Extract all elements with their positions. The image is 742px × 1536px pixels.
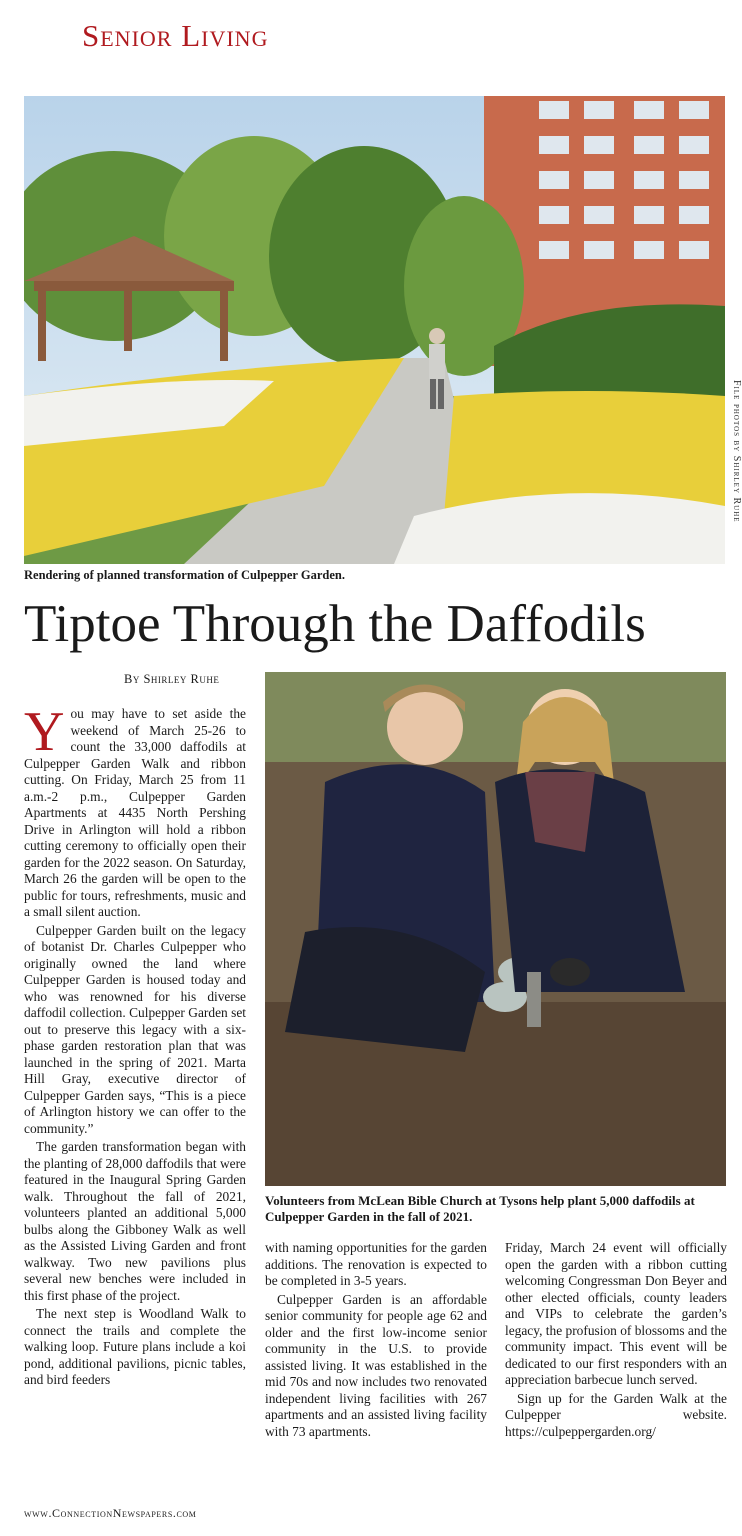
volunteers-photo (265, 672, 726, 1186)
photo-credit: File photos by Shirley Ruhe (731, 380, 742, 523)
article-column-3 (505, 1240, 727, 1442)
article-paragraph: The garden transformation began with the planting of 28,000 daffodils that were featured in the Inaugural Spring Garden walk. Throughout the fall of 2021, volunteers planted an additional 5,000 bulbs along the Gibboney Walk as well as the Assisted Living Garden and front walkway. Two new pavilions plus several new benches were included in this first phase of the project. (24, 1139, 246, 1303)
article-column-1 (24, 701, 246, 1391)
article-paragraph: You may have to set aside the weekend of March 25-26 to count the 33,000 daffodils at Culpepper Garden Walk and ribbon cutting. On Friday, March 25 from 11 a.m.-2 p.m., Culpepper Garden Apartments at 4435 North Pershing Drive in Arlington will hold a ribbon cutting ceremony to officially open their garden for the 2022 season. On Saturday, March 26 the garden will be open to the public for tours, refreshments, music and a small silent auction. (24, 701, 246, 919)
article-paragraph: Friday, March 24 event will officially open the garden with a ribbon cutting welcoming Congressman Don Beyer and other elected officials, county leaders and VIPs to celebrate the garden’s legacy, the profusion of blossoms and the community impact. This event will be dedicated to our first responders with an appreciation barbecue lunch served. (505, 1240, 727, 1387)
volunteers-photo-caption: Volunteers from McLean Bible Church at Tysons help plant 5,000 daffodils at Culpepper Garden in the fall of 2021. (265, 1193, 695, 1224)
article-paragraph: The next step is Woodland Walk to connect the trails and complete the walking loop. Future plans include a koi pond, additional pavilions, picnic tables, and bird feeders (24, 1306, 246, 1387)
article-paragraph: with naming opportunities for the garden additions. The renovation is expected to be completed in 3-5 years. (265, 1240, 487, 1288)
article-headline: Tiptoe Through the Daffodils (24, 595, 646, 653)
top-photo-caption: Rendering of planned transformation of Culpepper Garden. (24, 568, 345, 582)
section-header: Senior Living (82, 18, 269, 53)
article-paragraph: Culpepper Garden built on the legacy of botanist Dr. Charles Culpepper who originally owned the land where Culpepper Garden is housed today and who was renowned for his diverse daffodil collection. Culpepper Garden set out to preserve this legacy with a six-phase garden restoration plan that was launched in the spring of 2021. Marta Hill Gray, executive director of Culpepper Garden says, “This is a piece of Arlington history we can offer to the community.” (24, 922, 246, 1136)
article-paragraph: Culpepper Garden is an affordable senior community for people age 62 and older and the first low-income senior community in the U.S. to provide assisted living. It was established in the mid 70s and now includes two renovated independent living facilities with 267 apartments and an assisted living facility with 73 apartments. (265, 1291, 487, 1439)
article-paragraph: Sign up for the Garden Walk at the Culpepper website. https://culpeppergarden.org/ (505, 1390, 727, 1439)
footer-website: www.ConnectionNewspapers.com (24, 1506, 197, 1520)
byline: By Shirley Ruhe (124, 672, 220, 686)
garden-rendering-image (24, 96, 725, 564)
article-column-2 (265, 1240, 487, 1442)
drop-cap: Y (24, 701, 65, 763)
